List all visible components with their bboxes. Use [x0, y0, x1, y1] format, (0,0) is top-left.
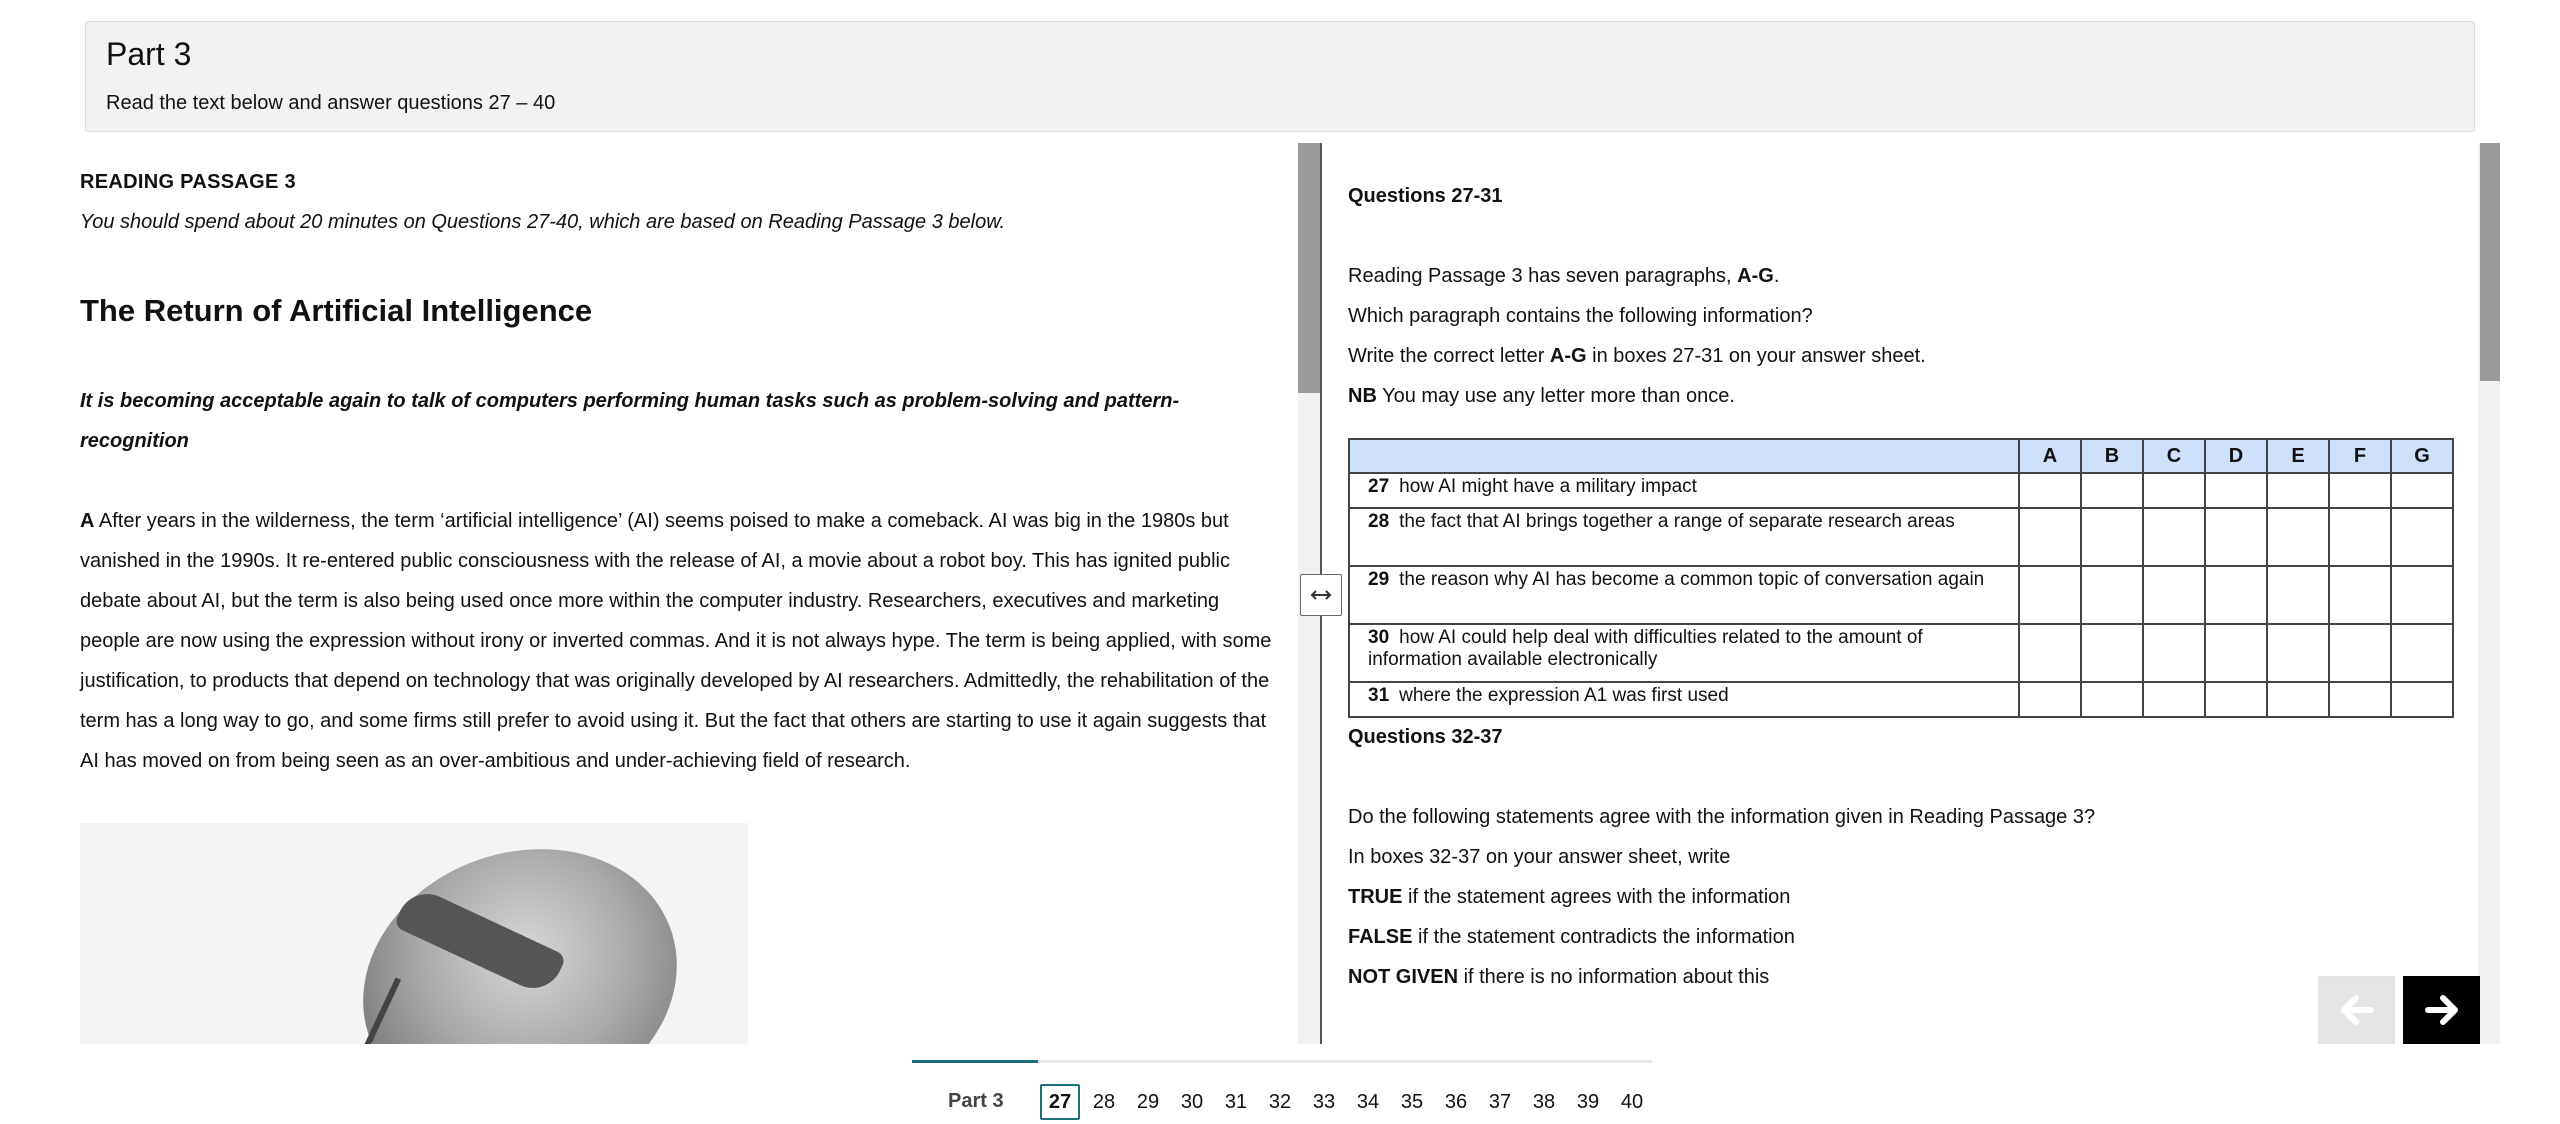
answer-cell-27-g[interactable] — [2391, 473, 2453, 508]
answer-cell-27-c[interactable] — [2143, 473, 2205, 508]
instruction-which-paragraph: Which paragraph contains the following information? — [1348, 305, 1813, 327]
question-nav-36[interactable]: 36 — [1444, 1090, 1468, 1113]
answer-cell-30-c[interactable] — [2143, 624, 2205, 682]
answer-cell-31-e[interactable] — [2267, 682, 2329, 717]
grid-col-e: E — [2267, 439, 2329, 473]
question-nav-27[interactable]: 27 — [1040, 1084, 1080, 1120]
questions-scrollbar[interactable] — [2478, 143, 2500, 1044]
answer-cell-31-b[interactable] — [2081, 682, 2143, 717]
instruction-write-letter: Write the correct letter A-G in boxes 27-31 on your answer sheet. — [1348, 345, 1926, 367]
grid-col-g: G — [2391, 439, 2453, 473]
arrow-right-icon — [2425, 995, 2459, 1025]
answer-cell-28-e[interactable] — [2267, 508, 2329, 566]
part-instruction: Read the text below and answer questions 27 – 40 — [106, 92, 556, 114]
passage-note: You should spend about 20 minutes on Questions 27-40, which are based on Reading Passage 3 below. — [80, 211, 1006, 233]
question-nav-39[interactable]: 39 — [1576, 1090, 1600, 1113]
questions-27-31-heading: Questions 27-31 — [1348, 185, 1503, 207]
answer-cell-30-b[interactable] — [2081, 624, 2143, 682]
footer-part-label[interactable]: Part 3 — [948, 1090, 1004, 1112]
grid-row-28 — [1349, 508, 2453, 566]
questions-scrollbar-thumb[interactable] — [2480, 143, 2500, 381]
part-header — [85, 21, 2475, 132]
question-nav-40[interactable]: 40 — [1620, 1090, 1644, 1113]
answer-cell-31-g[interactable] — [2391, 682, 2453, 717]
paragraph-a — [80, 501, 1280, 781]
grid-row-text: 28 the fact that AI brings together a range of separate research areas — [1349, 508, 2019, 566]
grid-row-27 — [1349, 473, 2453, 508]
answer-cell-27-a[interactable] — [2019, 473, 2081, 508]
answer-cell-30-g[interactable] — [2391, 624, 2453, 682]
question-nav-28[interactable]: 28 — [1092, 1090, 1116, 1113]
question-nav-32[interactable]: 32 — [1268, 1090, 1292, 1113]
instruction-paragraph-count: Reading Passage 3 has seven paragraphs, A-G. — [1348, 265, 1780, 287]
grid-col-a: A — [2019, 439, 2081, 473]
instruction-not-given: NOT GIVEN if there is no information about this — [1348, 966, 1770, 988]
grid-row-29 — [1349, 566, 2453, 624]
grid-row-text: 31 where the expression A1 was first used — [1349, 682, 2019, 717]
instruction-false: FALSE if the statement contradicts the information — [1348, 926, 1795, 948]
question-nav-34[interactable]: 34 — [1356, 1090, 1380, 1113]
answer-cell-29-g[interactable] — [2391, 566, 2453, 624]
passage-scrollbar-thumb[interactable] — [1298, 143, 1320, 393]
matching-grid — [1348, 438, 2454, 718]
questions-32-37-heading: Questions 32-37 — [1348, 726, 1503, 748]
grid-row-text: 27 how AI might have a military impact — [1349, 473, 2019, 508]
passage-label: READING PASSAGE 3 — [80, 171, 296, 193]
answer-cell-28-b[interactable] — [2081, 508, 2143, 566]
answer-cell-28-f[interactable] — [2329, 508, 2391, 566]
question-nav-31[interactable]: 31 — [1224, 1090, 1248, 1113]
answer-cell-28-g[interactable] — [2391, 508, 2453, 566]
instruction-nb: NB You may use any letter more than once. — [1348, 385, 1735, 407]
part-title: Part 3 — [106, 36, 192, 72]
answer-cell-29-c[interactable] — [2143, 566, 2205, 624]
answer-cell-28-c[interactable] — [2143, 508, 2205, 566]
answer-cell-30-f[interactable] — [2329, 624, 2391, 682]
grid-col-f: F — [2329, 439, 2391, 473]
grid-row-30 — [1349, 624, 2453, 682]
answer-cell-31-f[interactable] — [2329, 682, 2391, 717]
answer-cell-29-d[interactable] — [2205, 566, 2267, 624]
grid-row-31 — [1349, 682, 2453, 717]
answer-cell-27-f[interactable] — [2329, 473, 2391, 508]
robot-illustration — [80, 823, 748, 1044]
grid-col-b: B — [2081, 439, 2143, 473]
answer-cell-27-d[interactable] — [2205, 473, 2267, 508]
passage-pane[interactable] — [0, 143, 1298, 1044]
answer-cell-30-d[interactable] — [2205, 624, 2267, 682]
question-navigator — [1038, 1084, 1654, 1120]
question-nav-37[interactable]: 37 — [1488, 1090, 1512, 1113]
answer-cell-30-a[interactable] — [2019, 624, 2081, 682]
answer-cell-28-a[interactable] — [2019, 508, 2081, 566]
answer-cell-31-d[interactable] — [2205, 682, 2267, 717]
passage-title: The Return of Artificial Intelligence — [80, 293, 593, 328]
answer-cell-29-a[interactable] — [2019, 566, 2081, 624]
question-nav-35[interactable]: 35 — [1400, 1090, 1424, 1113]
answer-cell-29-f[interactable] — [2329, 566, 2391, 624]
matching-grid-header — [1349, 439, 2453, 473]
instruction-true: TRUE if the statement agrees with the information — [1348, 886, 1791, 908]
answer-cell-31-c[interactable] — [2143, 682, 2205, 717]
question-nav-30[interactable]: 30 — [1180, 1090, 1204, 1113]
question-nav-29[interactable]: 29 — [1136, 1090, 1160, 1113]
grid-row-text: 30 how AI could help deal with difficulties related to the amount of information available electronically — [1349, 624, 2019, 682]
previous-button[interactable] — [2318, 976, 2395, 1044]
grid-header-blank — [1349, 439, 2019, 473]
passage-lead: It is becoming acceptable again to talk of computers performing human tasks such as problem-solving and pattern-recognition — [80, 390, 1180, 452]
answer-cell-30-e[interactable] — [2267, 624, 2329, 682]
footer-progress-active — [912, 1060, 1038, 1063]
instruction-agree: Do the following statements agree with the information given in Reading Passage 3? — [1348, 806, 2096, 828]
grid-col-c: C — [2143, 439, 2205, 473]
grid-col-d: D — [2205, 439, 2267, 473]
answer-cell-31-a[interactable] — [2019, 682, 2081, 717]
answer-cell-27-e[interactable] — [2267, 473, 2329, 508]
question-nav-38[interactable]: 38 — [1532, 1090, 1556, 1113]
next-button[interactable] — [2403, 976, 2480, 1044]
instruction-boxes: In boxes 32-37 on your answer sheet, write — [1348, 846, 1731, 868]
question-nav-33[interactable]: 33 — [1312, 1090, 1336, 1113]
paragraph-letter: A — [80, 510, 95, 532]
answer-cell-29-b[interactable] — [2081, 566, 2143, 624]
paragraph-text: After years in the wilderness, the term ‘artificial intelligence’ (AI) seems poised to make a comeback. AI was big in the 1980s but vanished in the 1990s. It re-entered public consciousness with the release of AI, a movie about a robot boy. This has ignited public debate about AI, but the term is also being used once more within the computer industry. Researchers, executives and marketing people are now using the expression without irony or inverted commas. And it is not always hype. The term is being applied, with some justification, to products that depend on technology that was originally developed by AI researchers. Admittedly, the rehabilitation of the term has a long way to go, and some firms still prefer to avoid using it. But the fact that others are starting to use it again suggests that AI has moved on from being seen as an over-ambitious and under-achieving field of research. — [80, 510, 1272, 772]
answer-cell-29-e[interactable] — [2267, 566, 2329, 624]
arrow-left-icon — [2340, 995, 2374, 1025]
answer-cell-27-b[interactable] — [2081, 473, 2143, 508]
questions-pane[interactable] — [1322, 143, 2478, 1044]
answer-cell-28-d[interactable] — [2205, 508, 2267, 566]
grid-row-text: 29 the reason why AI has become a common topic of conversation again — [1349, 566, 2019, 624]
